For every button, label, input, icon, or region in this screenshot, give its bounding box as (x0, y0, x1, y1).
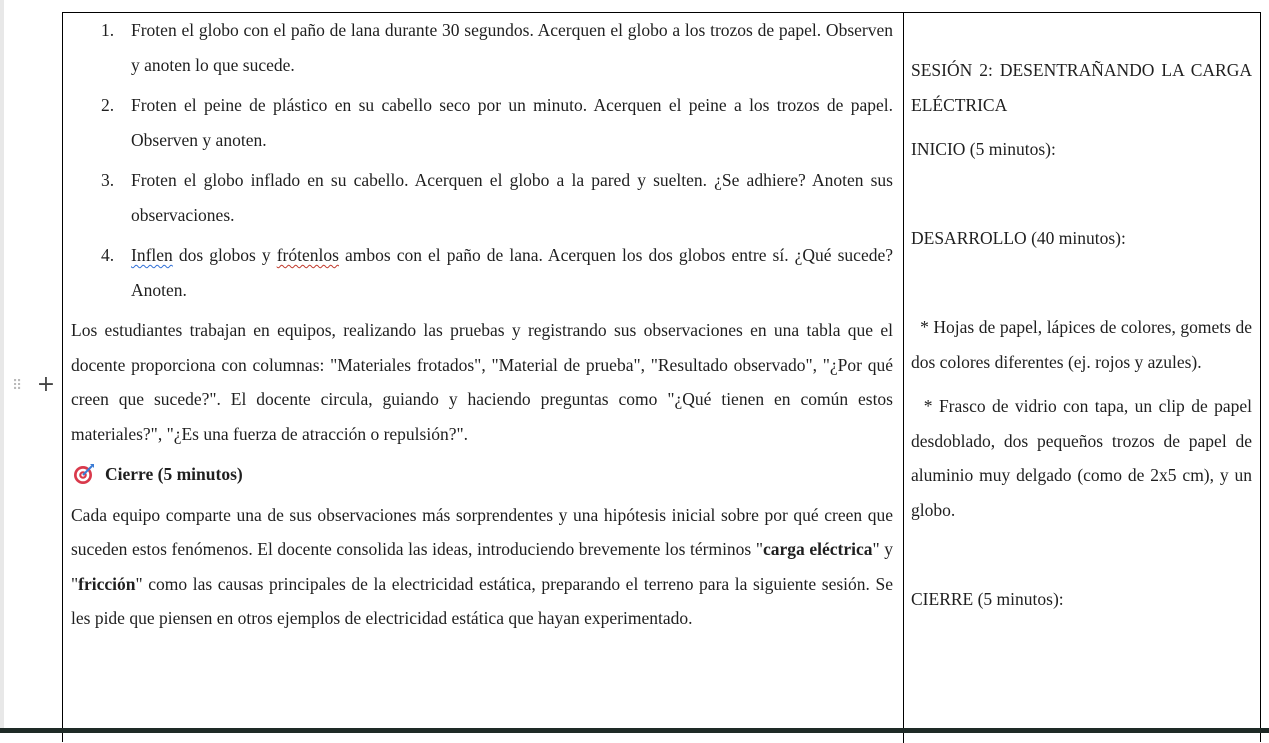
closing-paragraph (71, 498, 893, 636)
step-text: Froten el globo inflado en su cabello. Acerquen el globo a la pared y suelten. ¿Se adhiere? Anoten sus observaciones. (131, 170, 893, 225)
closing-heading-text: Cierre (5 minutos) (105, 464, 243, 484)
desarrollo-label: DESARROLLO (40 minutos): (911, 227, 1126, 248)
drag-handle-icon[interactable]: ⠿ (12, 378, 23, 394)
step-number: 4. (101, 245, 115, 265)
plus-icon[interactable]: + (36, 372, 56, 397)
activity-cell[interactable] (71, 13, 893, 642)
step-number: 2. (101, 95, 115, 115)
materials-paper: * Hojas de papel, lápices de colores, gomets de dos colores diferentes (ej. rojos y azules). (911, 317, 1257, 372)
term-friccion: fricción (78, 573, 136, 594)
closing-heading (71, 457, 893, 492)
step-text: Froten el peine de plástico en su cabello seco por un minuto. Acerquen el peine a los trozos de papel. Observen y anoten. (131, 95, 893, 150)
spacer (911, 255, 1252, 310)
closing-text: Cada equipo comparte una de sus observaciones más sorprendentes y una hipótesis inicial sobre por qué creen que suceden estos fenómenos. El docente consolida las ideas, introduciendo brevemente los términos " (71, 504, 893, 559)
column-divider (903, 13, 904, 743)
step-text: ambos con el paño de lana. Acerquen los dos globos entre sí. ¿Qué sucede? Anoten. (131, 245, 893, 300)
spellcheck-word[interactable]: Inflen (131, 245, 173, 265)
spacer (911, 379, 1252, 389)
spacer (911, 167, 1252, 221)
materials-jar: * Frasco de vidrio con tapa, un clip de papel desdoblado, dos pequeños trozos de papel de aluminio muy delgado (como de 2x5 cm), y un globo. (911, 396, 1257, 520)
closing-text: " y " (71, 539, 893, 594)
session-title: SESIÓN 2: DESENTRAÑANDO LA CARGA ELÉCTRICA (911, 60, 1252, 115)
step-number: 3. (101, 170, 115, 190)
spellcheck-word[interactable]: frótenlos (276, 245, 339, 265)
step-number: 1. (101, 20, 115, 40)
bullseye-target-icon (73, 463, 95, 485)
step-item (101, 238, 893, 307)
term-carga-electrica: carga eléctrica (762, 539, 873, 559)
spacer (911, 122, 1252, 132)
step-item (101, 13, 893, 82)
left-gutter (0, 0, 4, 733)
spacer (911, 13, 1252, 53)
step-item (101, 163, 893, 232)
bottom-bar (0, 728, 1269, 733)
step-text: dos globos y (172, 245, 277, 265)
cierre-label: CIERRE (5 minutos): (911, 589, 1064, 609)
step-text: Froten el globo con el paño de lana durante 30 segundos. Acerquen el globo a los trozos de papel. Observen y anoten lo que sucede. (131, 20, 893, 75)
lesson-table (62, 12, 1261, 742)
inicio-label: INICIO (5 minutos): (911, 139, 1056, 159)
session-cell[interactable] (911, 13, 1257, 617)
work-paragraph: Los estudiantes trabajan en equipos, realizando las pruebas y registrando sus observaciones en una tabla que el docente proporciona con columnas: "Materiales frotados", "Material de prueba", "Resultado observado", "¿Por qué creen que sucede?". El docente circula, guiando y haciendo preguntas como "¿Qué tienen en común estos materiales?", "¿Es una fuerza de atracción o repulsión?". (71, 320, 893, 444)
spacer (911, 527, 1252, 582)
step-item (101, 88, 893, 157)
steps-list (71, 13, 893, 307)
closing-text: " como las causas principales de la electricidad estática, preparando el terreno para la siguiente sesión. Se les pide que piensen en otros ejemplos de electricidad estática que hayan experimentado. (71, 573, 893, 628)
